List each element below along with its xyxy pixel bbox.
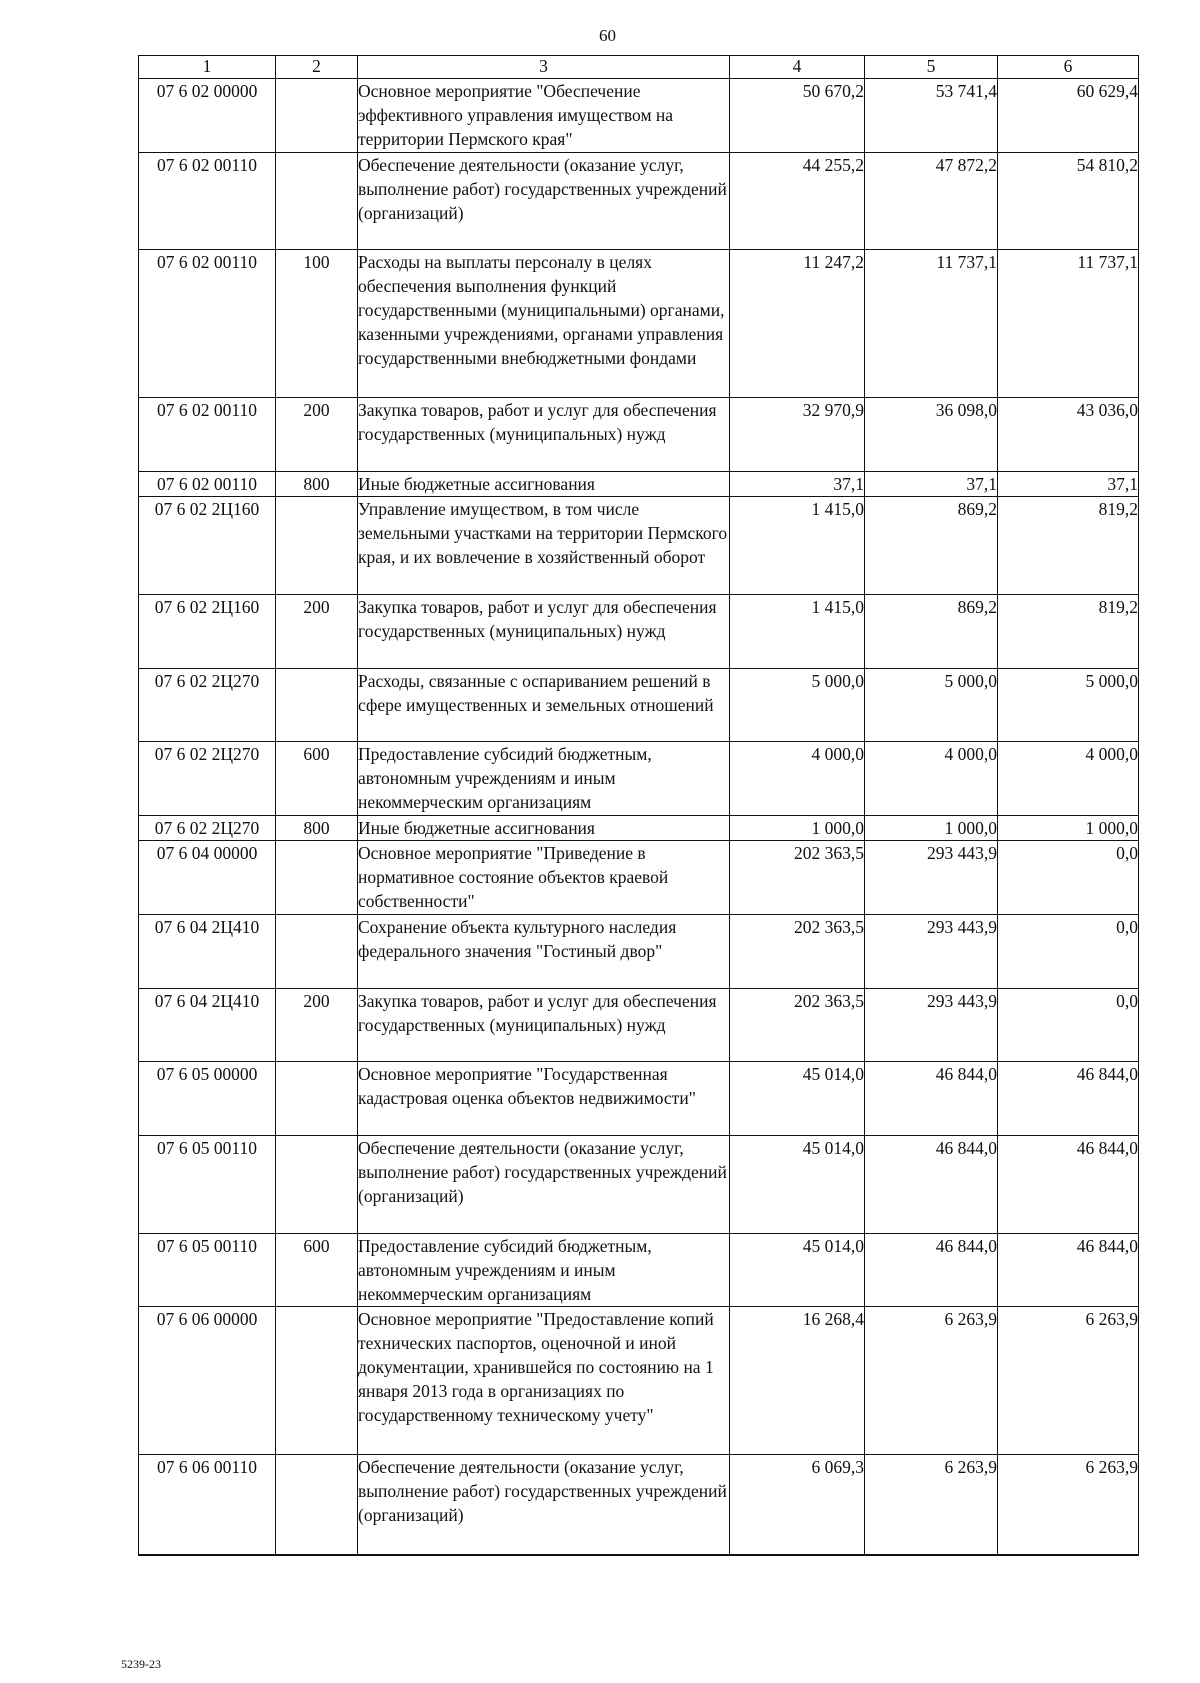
amount-col5: 46 844,0 (865, 1062, 998, 1136)
page-number: 60 (599, 26, 616, 45)
item-name: Предоставление субсидий бюджетным, автономным учреждениям и иным некоммерческим организациям (358, 1234, 730, 1307)
amount-col6: 0,0 (998, 915, 1139, 989)
amount-col4: 1 415,0 (730, 595, 865, 669)
expense-type: 200 (276, 595, 358, 669)
expense-type (276, 1136, 358, 1234)
amount-col6: 0,0 (998, 989, 1139, 1062)
table-row (139, 497, 1139, 595)
item-name: Расходы на выплаты персоналу в целях обеспечения выполнения функций государственными (муниципальными) органами, казенными учреждениями, органами управления государственными внебюджетными фондами (358, 250, 730, 398)
amount-col4: 202 363,5 (730, 841, 865, 915)
expense-type (276, 915, 358, 989)
amount-col5: 1 000,0 (865, 816, 998, 841)
classification-code: 07 6 05 00110 (139, 1234, 276, 1307)
amount-col5: 46 844,0 (865, 1136, 998, 1234)
column-header: 5 (865, 56, 998, 79)
column-header: 1 (139, 56, 276, 79)
table-row (139, 79, 1139, 153)
table-row (139, 1234, 1139, 1307)
classification-code: 07 6 02 00110 (139, 472, 276, 497)
amount-col5: 37,1 (865, 472, 998, 497)
amount-col6: 43 036,0 (998, 398, 1139, 472)
classification-code: 07 6 06 00110 (139, 1455, 276, 1555)
amount-col4: 44 255,2 (730, 153, 865, 250)
amount-col5: 293 443,9 (865, 841, 998, 915)
amount-col5: 4 000,0 (865, 742, 998, 816)
table-row (139, 250, 1139, 398)
amount-col4: 16 268,4 (730, 1307, 865, 1455)
amount-col4: 4 000,0 (730, 742, 865, 816)
expense-type: 100 (276, 250, 358, 398)
classification-code: 07 6 02 2Ц270 (139, 816, 276, 841)
expense-type: 600 (276, 742, 358, 816)
classification-code: 07 6 04 2Ц410 (139, 915, 276, 989)
amount-col4: 32 970,9 (730, 398, 865, 472)
amount-col6: 6 263,9 (998, 1455, 1139, 1555)
table-row (139, 915, 1139, 989)
item-name: Обеспечение деятельности (оказание услуг, выполнение работ) государственных учреждений (организаций) (358, 153, 730, 250)
column-header: 6 (998, 56, 1139, 79)
amount-col6: 37,1 (998, 472, 1139, 497)
amount-col4: 5 000,0 (730, 669, 865, 742)
expense-type (276, 497, 358, 595)
amount-col5: 293 443,9 (865, 989, 998, 1062)
classification-code: 07 6 05 00110 (139, 1136, 276, 1234)
table-row (139, 595, 1139, 669)
expense-type (276, 1062, 358, 1136)
item-name: Основное мероприятие "Обеспечение эффективного управления имуществом на территории Пермского края" (358, 79, 730, 153)
amount-col4: 37,1 (730, 472, 865, 497)
amount-col6: 4 000,0 (998, 742, 1139, 816)
amount-col4: 45 014,0 (730, 1234, 865, 1307)
amount-col6: 46 844,0 (998, 1136, 1139, 1234)
table-row (139, 989, 1139, 1062)
amount-col6: 11 737,1 (998, 250, 1139, 398)
table-row (139, 153, 1139, 250)
expense-type: 800 (276, 816, 358, 841)
expense-type (276, 1455, 358, 1555)
classification-code: 07 6 04 2Ц410 (139, 989, 276, 1062)
amount-col4: 45 014,0 (730, 1062, 865, 1136)
classification-code: 07 6 02 00110 (139, 250, 276, 398)
amount-col4: 1 415,0 (730, 497, 865, 595)
column-header: 2 (276, 56, 358, 79)
table-body (139, 79, 1139, 1555)
amount-col6: 46 844,0 (998, 1234, 1139, 1307)
amount-col4: 202 363,5 (730, 989, 865, 1062)
amount-col6: 5 000,0 (998, 669, 1139, 742)
item-name: Закупка товаров, работ и услуг для обеспечения государственных (муниципальных) нужд (358, 398, 730, 472)
column-header: 4 (730, 56, 865, 79)
expense-type (276, 153, 358, 250)
column-header: 3 (358, 56, 730, 79)
item-name: Сохранение объекта культурного наследия федерального значения "Гостиный двор" (358, 915, 730, 989)
item-name: Основное мероприятие "Предоставление копий технических паспортов, оценочной и иной документации, хранившейся по состоянию на 1 января 2013 года в организациях по государственному техническому учету" (358, 1307, 730, 1455)
table-row (139, 472, 1139, 497)
item-name: Предоставление субсидий бюджетным, автономным учреждениям и иным некоммерческим организациям (358, 742, 730, 816)
expense-type (276, 79, 358, 153)
item-name: Иные бюджетные ассигнования (358, 472, 730, 497)
amount-col5: 47 872,2 (865, 153, 998, 250)
table-row (139, 1136, 1139, 1234)
expense-type (276, 669, 358, 742)
amount-col5: 36 098,0 (865, 398, 998, 472)
amount-col5: 53 741,4 (865, 79, 998, 153)
expense-type: 200 (276, 989, 358, 1062)
item-name: Закупка товаров, работ и услуг для обеспечения государственных (муниципальных) нужд (358, 989, 730, 1062)
table-row (139, 1062, 1139, 1136)
classification-code: 07 6 02 00110 (139, 153, 276, 250)
table-row (139, 669, 1139, 742)
amount-col4: 6 069,3 (730, 1455, 865, 1555)
amount-col4: 11 247,2 (730, 250, 865, 398)
item-name: Основное мероприятие "Государственная кадастровая оценка объектов недвижимости" (358, 1062, 730, 1136)
expense-type: 600 (276, 1234, 358, 1307)
amount-col4: 1 000,0 (730, 816, 865, 841)
table-row (139, 742, 1139, 816)
table-row (139, 841, 1139, 915)
expense-type (276, 1307, 358, 1455)
table-row (139, 816, 1139, 841)
expense-type: 800 (276, 472, 358, 497)
amount-col6: 0,0 (998, 841, 1139, 915)
classification-code: 07 6 02 00110 (139, 398, 276, 472)
item-name: Закупка товаров, работ и услуг для обеспечения государственных (муниципальных) нужд (358, 595, 730, 669)
amount-col5: 6 263,9 (865, 1455, 998, 1555)
table-row (139, 1307, 1139, 1455)
amount-col6: 819,2 (998, 595, 1139, 669)
document-code: 5239-23 (121, 1657, 161, 1671)
amount-col5: 11 737,1 (865, 250, 998, 398)
item-name: Расходы, связанные с оспариванием решений в сфере имущественных и земельных отношений (358, 669, 730, 742)
amount-col5: 869,2 (865, 497, 998, 595)
amount-col6: 46 844,0 (998, 1062, 1139, 1136)
table-header (139, 56, 1139, 79)
classification-code: 07 6 02 2Ц160 (139, 595, 276, 669)
classification-code: 07 6 02 2Ц160 (139, 497, 276, 595)
amount-col5: 46 844,0 (865, 1234, 998, 1307)
classification-code: 07 6 02 00000 (139, 79, 276, 153)
item-name: Управление имуществом, в том числе земельными участками на территории Пермского края, и их вовлечение в хозяйственный оборот (358, 497, 730, 595)
classification-code: 07 6 02 2Ц270 (139, 742, 276, 816)
amount-col6: 819,2 (998, 497, 1139, 595)
table-row (139, 1455, 1139, 1555)
classification-code: 07 6 04 00000 (139, 841, 276, 915)
classification-code: 07 6 02 2Ц270 (139, 669, 276, 742)
amount-col6: 54 810,2 (998, 153, 1139, 250)
amount-col5: 6 263,9 (865, 1307, 998, 1455)
amount-col6: 60 629,4 (998, 79, 1139, 153)
amount-col5: 5 000,0 (865, 669, 998, 742)
item-name: Обеспечение деятельности (оказание услуг, выполнение работ) государственных учреждений (организаций) (358, 1136, 730, 1234)
budget-table (138, 55, 1139, 1556)
amount-col6: 6 263,9 (998, 1307, 1139, 1455)
amount-col6: 1 000,0 (998, 816, 1139, 841)
item-name: Иные бюджетные ассигнования (358, 816, 730, 841)
amount-col4: 45 014,0 (730, 1136, 865, 1234)
table-row (139, 398, 1139, 472)
amount-col5: 869,2 (865, 595, 998, 669)
amount-col5: 293 443,9 (865, 915, 998, 989)
amount-col4: 202 363,5 (730, 915, 865, 989)
classification-code: 07 6 06 00000 (139, 1307, 276, 1455)
item-name: Обеспечение деятельности (оказание услуг, выполнение работ) государственных учреждений (организаций) (358, 1455, 730, 1555)
expense-type (276, 841, 358, 915)
classification-code: 07 6 05 00000 (139, 1062, 276, 1136)
amount-col4: 50 670,2 (730, 79, 865, 153)
expense-type: 200 (276, 398, 358, 472)
item-name: Основное мероприятие "Приведение в нормативное состояние объектов краевой собственности" (358, 841, 730, 915)
